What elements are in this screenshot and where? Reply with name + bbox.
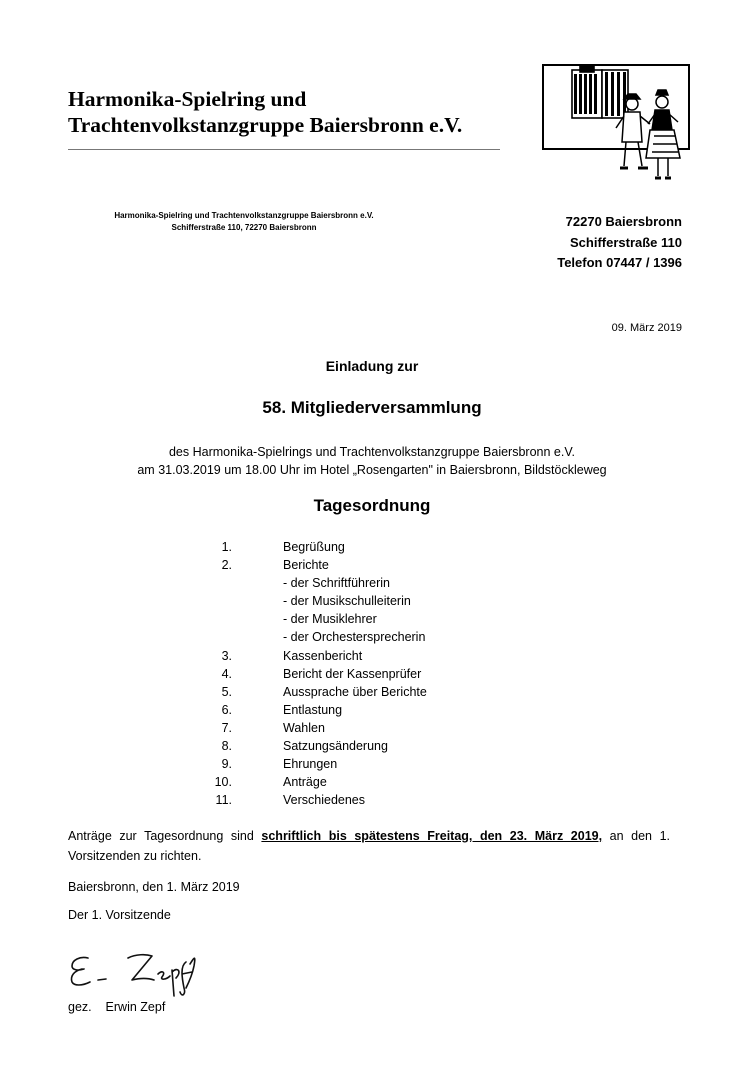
agenda-item-label: Anträge	[283, 775, 327, 790]
signed-name: Erwin Zepf	[105, 1000, 166, 1014]
agenda-item-number: 9.	[221, 757, 232, 772]
agenda-item-label: Kassenbericht	[283, 648, 363, 663]
agenda-item-number: 4.	[221, 666, 232, 681]
agenda-item-label: Begrüßung	[283, 540, 345, 554]
agenda-item	[170, 701, 570, 719]
agenda-subitem	[170, 574, 570, 592]
meeting-details-line1: des Harmonika-Spielrings und Trachtenvolkstanzgruppe Baiersbronn e.V.	[168, 445, 576, 459]
agenda-item	[170, 791, 570, 809]
deadline-paragraph	[68, 826, 670, 866]
contact-address	[557, 212, 682, 274]
address-city: 72270 Baiersbronn	[565, 214, 682, 229]
deadline-text-before: Anträge zur Tagesordnung sind	[68, 829, 262, 843]
agenda-item-label: Entlastung	[283, 702, 343, 717]
agenda-item-number: 8.	[221, 739, 232, 754]
agenda-subitem	[170, 628, 570, 646]
organization-title-line2: Trachtenvolkstanzgruppe Baiersbronn e.V.	[68, 113, 463, 137]
deadline-emphasis: schriftlich bis spätestens Freitag, den 23. März 2019,	[261, 829, 603, 843]
invitation-heading: Einladung zur	[325, 358, 419, 374]
agenda-subitem-label: - der Musikschulleiterin	[283, 594, 411, 609]
agenda-item-label: Berichte	[283, 558, 329, 573]
address-street: Schifferstraße 110	[569, 234, 682, 250]
agenda-subitem	[170, 592, 570, 610]
agenda-item-label: Verschiedenes	[283, 793, 366, 808]
agenda-item-number: 6.	[221, 702, 232, 717]
agenda-title: Tagesordnung	[313, 496, 431, 515]
agenda-item-number: 5.	[221, 684, 232, 699]
agenda-subitem-label: - der Orchestersprecherin	[283, 630, 426, 645]
agenda-item	[170, 538, 570, 556]
handwritten-signature	[62, 944, 212, 1002]
agenda-item	[170, 556, 570, 574]
agenda-item	[170, 665, 570, 683]
sender-line2: Schifferstraße 110, 72270 Baiersbronn	[171, 223, 317, 232]
agenda-item	[170, 755, 570, 773]
agenda-item	[170, 647, 570, 665]
meeting-title: 58. Mitgliederversammlung	[262, 398, 482, 417]
agenda-item-label: Satzungsänderung	[283, 739, 388, 754]
address-phone: Telefon 07447 / 1396	[557, 255, 682, 270]
meeting-details	[0, 443, 744, 479]
agenda-item	[170, 737, 570, 755]
sender-line1: Harmonika-Spielring und Trachtenvolkstanzgruppe Baiersbronn e.V.	[114, 211, 374, 220]
accordion-dancers-logo	[560, 58, 700, 192]
agenda-item-label: Bericht der Kassenprüfer	[283, 666, 422, 681]
agenda-item-number: 3.	[221, 648, 232, 663]
deadline-text-after: an den 1. Vorsitzenden zu richten.	[68, 829, 670, 863]
agenda-list	[170, 538, 570, 809]
signed-prefix: gez.	[68, 1000, 92, 1014]
place-and-date: Baiersbronn, den 1. März 2019	[68, 880, 240, 894]
organization-title	[68, 86, 462, 138]
agenda-subitem-label: - der Schriftführerin	[283, 576, 390, 591]
agenda-item-number: 2.	[221, 558, 232, 573]
agenda-subitem	[170, 610, 570, 628]
agenda-item-label: Ehrungen	[283, 757, 338, 772]
agenda-item-number: 1.	[221, 540, 232, 554]
organization-title-line1: Harmonika-Spielring und	[68, 87, 307, 111]
agenda-item-number: 11.	[215, 793, 232, 808]
agenda-item	[170, 719, 570, 737]
agenda-item-label: Wahlen	[283, 720, 325, 735]
sender-return-address	[88, 210, 400, 234]
agenda-item-label: Aussprache über Berichte	[283, 684, 427, 699]
letter-date: 09. März 2019	[611, 322, 682, 334]
agenda-subitem-label: - der Musiklehrer	[283, 612, 377, 627]
accordion-icon	[572, 66, 628, 118]
signed-by	[68, 1000, 165, 1014]
signatory-role: Der 1. Vorsitzende	[68, 908, 171, 922]
agenda-item	[170, 683, 570, 701]
agenda-item-number: 10.	[214, 775, 232, 790]
female-dancer-figure	[646, 90, 680, 178]
header-divider	[68, 149, 500, 150]
agenda-item-number: 7.	[221, 720, 232, 735]
meeting-details-line2: am 31.03.2019 um 18.00 Uhr im Hotel „Rosengarten" in Baiersbronn, Bildstöckleweg	[137, 463, 607, 477]
agenda-item	[170, 773, 570, 791]
